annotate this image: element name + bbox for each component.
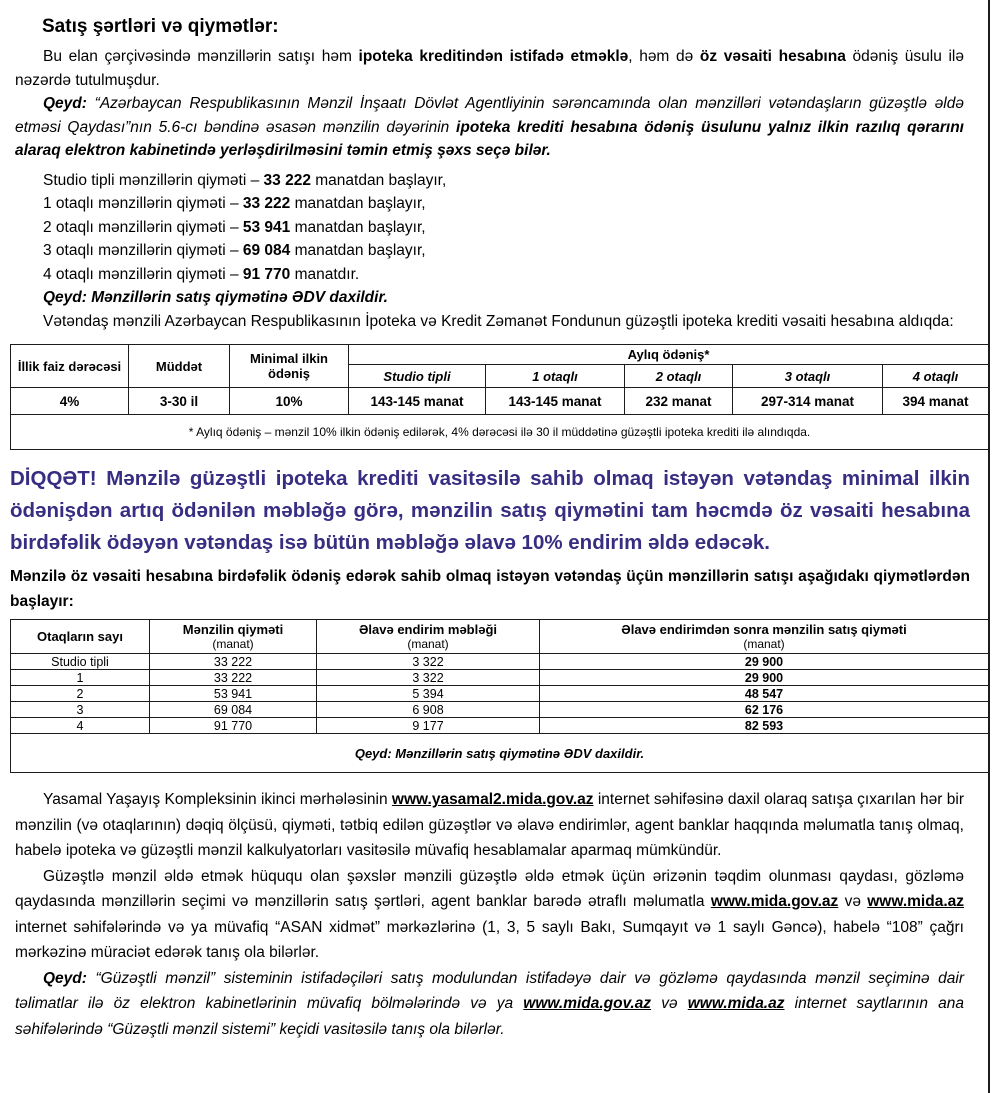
cell-1room-payment: 143-145 manat [486,388,625,415]
header-unit: (manat) [212,637,254,651]
subheader-studio: Studio tipli [349,365,486,388]
table-row [11,702,989,718]
cell-discount: 6 908 [317,702,540,718]
cell-room-type: 2 [11,686,150,702]
price-line-text: manatdan başlayır, [310,171,447,189]
vat-note: Qeyd: Mənzillərin satış qiymətinə ƏDV daxildir. [43,289,388,306]
header-title: Mənzilin qiyməti [182,622,284,637]
price-line-1room [43,192,964,216]
price-line-text: manatdan başlayır, [290,195,426,212]
mortgage-terms-table [10,344,989,450]
cell-room-type: 1 [11,670,150,686]
price-line-3room [43,239,964,263]
discount-prices-table [10,619,989,773]
header-apartment-price [150,620,317,654]
cell-downpayment: 10% [230,388,349,415]
vat-note-table: Qeyd: Mənzillərin satış qiymətinə ƏDV daxildir. [11,734,989,773]
subheader-3room: 3 otaqlı [733,365,883,388]
cell-price: 69 084 [150,702,317,718]
table-row [11,388,989,415]
cell-final-price: 29 900 [540,670,989,686]
yasamal-paragraph [15,787,964,864]
price-line-4room [43,263,964,287]
cell-final-price: 62 176 [540,702,989,718]
price-value: 53 941 [242,218,291,236]
table-footer-row [11,734,989,773]
price-line-text: manatdan başlayır, [290,218,426,236]
intro-text: Bu elan çərçivəsində mənzillərin satışı həm [43,48,359,65]
cell-room-type: 4 [11,718,150,734]
table-footnote-row [11,415,989,450]
price-line-studio [43,169,964,193]
cell-2room-payment: 232 manat [625,388,733,415]
price-list [0,169,1000,310]
table-row [11,670,989,686]
note-label: Qeyd: [43,95,87,112]
header-extra-discount [317,620,540,654]
link-mida-gov-az[interactable]: www.mida.gov.az [523,995,652,1012]
header-title: Əlavə endirimdən sonra mənzilin satış qiyməti [621,622,907,637]
mortgage-intro-paragraph: Vətəndaş mənzili Azərbaycan Respublikasının İpoteka və Kredit Zəmanət Fondunun güzəştli ipoteka krediti vəsaiti hesabına aldıqda: [43,312,954,330]
page-right-border [988,0,990,1093]
table-header-row [11,620,989,654]
header-room-count [11,620,150,654]
price-value: 69 084 [242,242,291,259]
header-unit: (manat) [407,637,449,651]
subheader-1room: 1 otaqlı [486,365,625,388]
table-header-row [11,345,989,365]
price-line-text: manatdan başlayır, [290,242,426,259]
intro-bold-mortgage: ipoteka kreditindən istifadə etməklə [358,48,629,65]
header-title: Əlavə endirim məbləği [358,622,498,637]
intro-paragraph [15,45,964,92]
cell-price: 33 222 [150,670,317,686]
monthly-payment-footnote: * Aylıq ödəniş – mənzil 10% ilkin ödəniş edilərək, 4% dərəcəsi ilə 30 il müddətinə güzəştli ipoteka krediti ilə alındıqda. [11,415,989,450]
cell-rate: 4% [11,388,129,415]
header-title: Otaqların sayı [37,629,123,644]
price-line-text: Studio tipli mənzillərin qiyməti – [43,171,264,189]
cell-room-type: Studio tipli [11,654,150,670]
cell-price: 53 941 [150,686,317,702]
cell-4room-payment: 394 manat [883,388,989,415]
cash-payment-intro: Mənzilə öz vəsaiti hesabına birdəfəlik ödəniş edərək sahib olmaq istəyən vətəndaş üçün mənzillərin satışı aşağıdakı qiymətlərdən başlayır: [10,568,970,610]
cell-room-type: 3 [11,702,150,718]
application-info-paragraph [15,864,964,966]
link-mida-az[interactable]: www.mida.az [867,893,965,910]
note-label: Qeyd: [43,969,87,987]
final-note-paragraph [15,966,964,1043]
paragraph-text: internet səhifələrində və ya müvafiq “ASAN xidmət” mərkəzlərinə (1, 3, 5 saylı Bakı, Sumqayıt və 1 saylı Gəncə), habelə “108” çağrı mərkəzinə müraciət edərək tanış ola bilərlər. [15,918,964,961]
bottom-paragraphs [0,787,1000,1042]
header-price-after-discount [540,620,989,654]
header-unit: (manat) [743,637,785,651]
paragraph-text: və [651,995,688,1012]
price-line-text: 4 otaqlı mənzillərin qiyməti – [43,265,243,283]
page-title: Satış şərtləri və qiymətlər: [42,16,279,37]
paragraph-text: “Güzəştli mənzil” sisteminin istifadəçiləri satış modulundan istifadəyə dair və gözləmə qaydasında mənzil seçiminə dair təlimatlar ilə öz elektron kabinetlərinin müvafiq bölmələrində və ya [15,969,964,1012]
subheader-2room: 2 otaqlı [625,365,733,388]
price-value: 33 222 [242,195,291,212]
cell-discount: 3 322 [317,654,540,670]
table-row [11,686,989,702]
price-line-text: manatdır. [290,265,360,283]
cell-final-price: 29 900 [540,654,989,670]
intro-text: ödəniş üsulu ilə nəzərdə tutulmuşdur. [15,48,964,89]
price-line-text: 2 otaqlı mənzillərin qiyməti – [43,218,243,236]
link-yasamal2-mida-gov-az[interactable]: www.yasamal2.mida.gov.az [391,791,594,808]
cell-term: 3-30 il [129,388,230,415]
cell-price: 91 770 [150,718,317,734]
price-line-2room [43,216,964,240]
paragraph-text: internet səhifəsinə daxil olaraq satışa çıxarılan hər bir mənzilin (və otaqlarının) dəqiq ölçüsü, qiyməti, tətbiq edilən güzəştlər və əlavə endirimlər, agent banklar haqqında məlumatla tanış olmaq, habelə ipoteka və güzəştli mənzil kalkulyatorları vasitəsilə müvafiq hesablamalar aparmaq mümkündür. [15,791,964,859]
link-mida-gov-az[interactable]: www.mida.gov.az [710,893,839,910]
header-annual-rate: İllik faiz dərəcəsi [11,345,129,388]
cell-discount: 9 177 [317,718,540,734]
header-min-downpayment: Minimal ilkin ödəniş [230,345,349,388]
paragraph-text: Yasamal Yaşayış Kompleksinin ikinci mərhələsinin [43,791,392,808]
cell-studio-payment: 143-145 manat [349,388,486,415]
price-line-text: 1 otaqlı mənzillərin qiyməti – [43,195,243,212]
price-line-text: 3 otaqlı mənzillərin qiyməti – [43,242,243,259]
intro-bold-own-funds: öz vəsaiti hesabına [699,48,846,65]
table-row [11,654,989,670]
paragraph-text: internet saytlarının ana səhifələrində “Güzəştli mənzil sistemi” keçidi vasitəsilə tanış ola bilərlər. [15,995,964,1038]
cell-final-price: 82 593 [540,718,989,734]
price-value: 91 770 [242,265,291,283]
cell-discount: 3 322 [317,670,540,686]
cell-3room-payment: 297-314 manat [733,388,883,415]
attention-paragraph: DİQQƏT! Mənzilə güzəştli ipoteka krediti vasitəsilə sahib olmaq istəyən vətəndaş minimal ilkin ödənişdən artıq ödənilən məbləğə görə, mənzilin satış qiymətini tam həcmdə öz vəsaiti hesabına birdəfəlik ödəyən vətəndaş isə bütün məbləğə əlavə 10% endirim əldə edəcək. [10,467,970,554]
subheader-4room: 4 otaqlı [883,365,989,388]
cell-discount: 5 394 [317,686,540,702]
paragraph-text: Güzəştlə mənzil əldə etmək hüququ olan şəxslər mənzili güzəştlə əldə etmək üçün ərizənin təqdim olunması qaydası, gözləmə qaydasında mənzillərin seçimi və mənzillərin satış şərtləri, agent banklar barədə ətraflı məlumatla [15,867,964,910]
intro-text: , həm də [628,48,700,65]
paragraph-text: və [838,893,868,910]
cell-price: 33 222 [150,654,317,670]
cell-final-price: 48 547 [540,686,989,702]
link-mida-az[interactable]: www.mida.az [687,995,785,1012]
price-value: 33 222 [263,171,311,189]
note-text: “Azərbaycan Respublikasının Mənzil İnşaatı Dövlət Agentliyinin sərəncamında olan mənzilləri vətəndaşların güzəştlə əldə etməsi Qaydası”nın 5.6-cı bəndinə əsasən mənzilin dəyərinin [15,95,964,136]
table-row [11,718,989,734]
header-term: Müddət [129,345,230,388]
rule-note-paragraph [15,92,964,163]
header-monthly-payment: Aylıq ödəniş* [349,345,989,365]
note-bold-text: ipoteka krediti hesabına ödəniş üsulunu yalnız ilkin razılıq qərarını alaraq elektron kabinetində yerləşdirilməsini təmin etmiş şəxs seçə bilər. [15,118,964,159]
